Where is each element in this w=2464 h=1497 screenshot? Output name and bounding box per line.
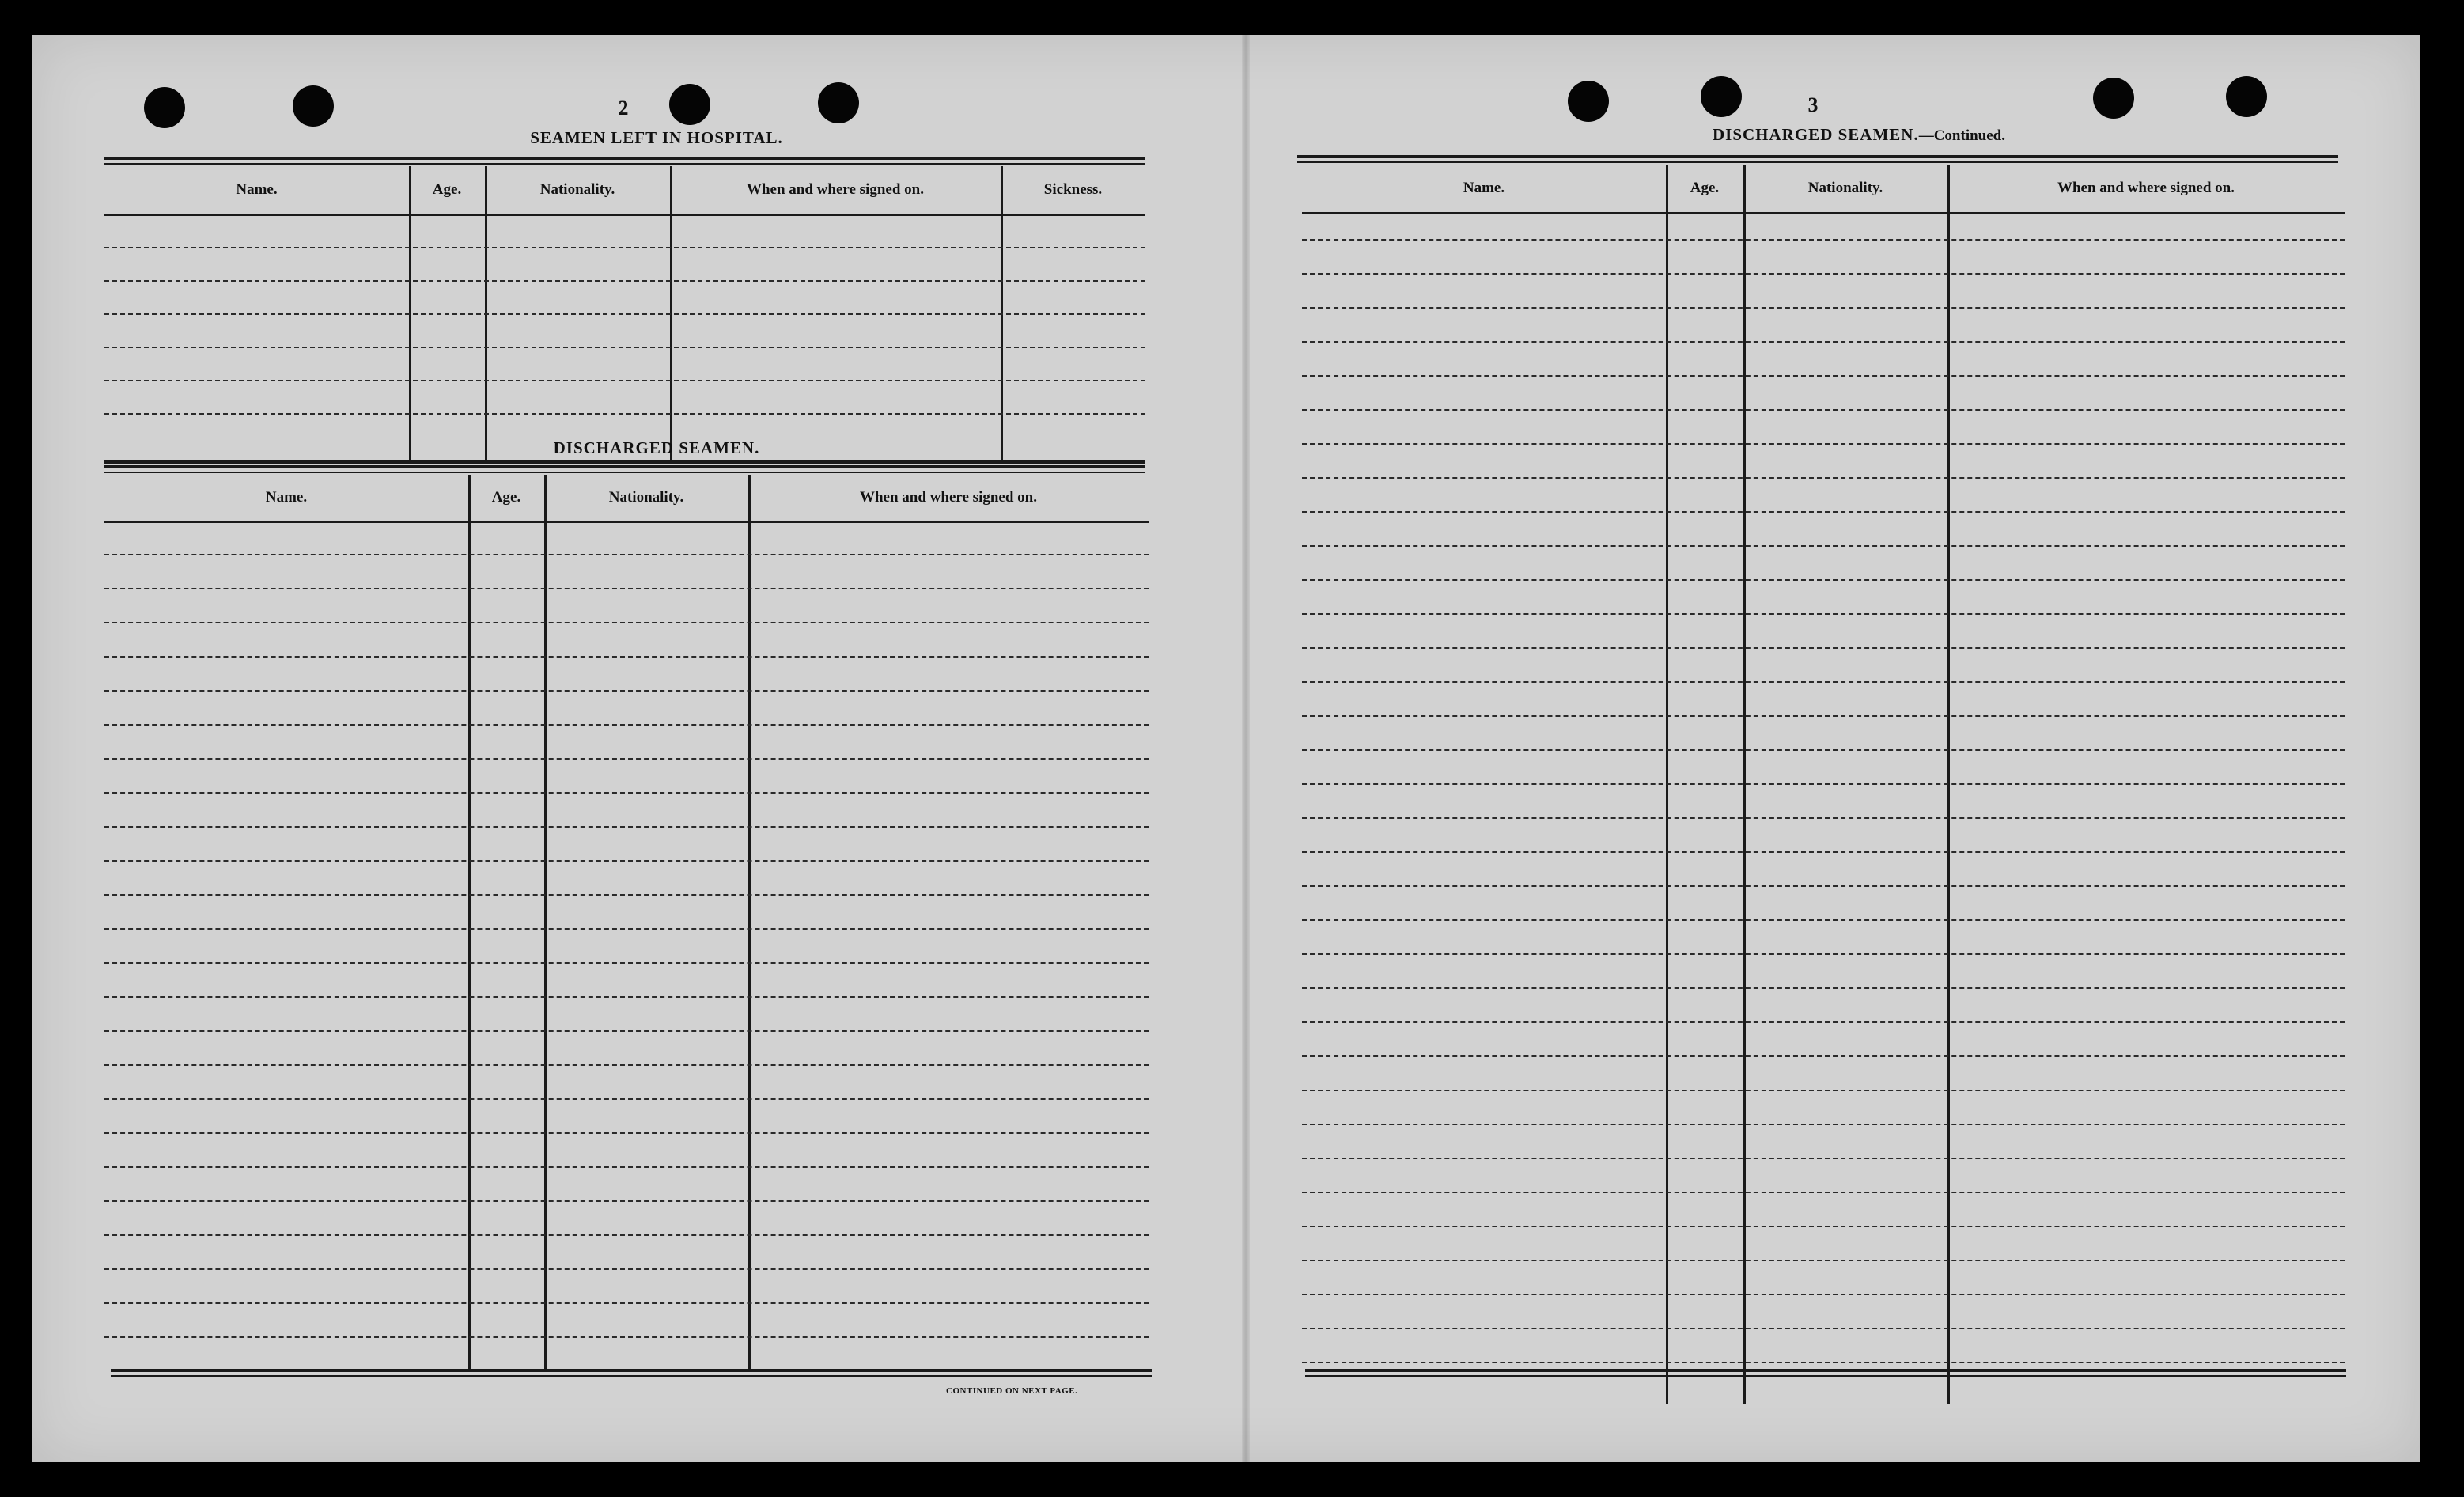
punch-hole xyxy=(669,84,710,125)
hospital-section-title: SEAMEN LEFT IN HOSPITAL. xyxy=(530,128,783,147)
entry-line xyxy=(104,413,1145,415)
column-header-nationality: Nationality. xyxy=(608,489,684,506)
column-header-signed-on: When and where signed on. xyxy=(2057,180,2235,196)
top-rule xyxy=(1297,161,2338,163)
ledger-sheet xyxy=(32,35,2420,1462)
column-header-nationality: Nationality. xyxy=(539,181,615,198)
entry-line xyxy=(104,928,1149,930)
entry-line xyxy=(1302,851,2345,853)
column-header-signed-on: When and where signed on. xyxy=(859,489,1037,506)
entry-line xyxy=(1302,443,2345,445)
entry-line xyxy=(1302,1192,2345,1193)
bottom-rule xyxy=(111,1369,1152,1372)
entry-line xyxy=(104,724,1149,726)
column-header-name: Name. xyxy=(1463,180,1505,196)
punch-hole xyxy=(818,82,859,123)
continued-suffix: —Continued. xyxy=(1918,127,2005,144)
discharged-continued-title-main: DISCHARGED SEAMEN. xyxy=(1713,125,1919,144)
entry-line xyxy=(104,280,1145,282)
entry-line xyxy=(1302,409,2345,411)
entry-line xyxy=(1302,1090,2345,1091)
entry-line xyxy=(104,962,1149,964)
column-header-signed-on: When and where signed on. xyxy=(746,181,924,198)
section-rule xyxy=(104,460,1145,464)
entry-line xyxy=(1302,1362,2345,1363)
entry-line xyxy=(1302,817,2345,819)
entry-line xyxy=(104,758,1149,760)
entry-line xyxy=(104,1098,1149,1100)
top-rule xyxy=(104,157,1145,160)
discharged-section-title: DISCHARGED SEAMEN. xyxy=(553,438,760,457)
entry-line xyxy=(104,588,1149,589)
entry-line xyxy=(1302,919,2345,921)
column-header-sickness: Sickness. xyxy=(1043,181,1103,198)
bottom-rule xyxy=(1305,1369,2346,1372)
entry-line xyxy=(1302,579,2345,581)
entry-line xyxy=(1302,1260,2345,1261)
entry-line xyxy=(1302,1158,2345,1159)
entry-line xyxy=(1302,545,2345,547)
entry-line xyxy=(1302,715,2345,717)
table-header-row xyxy=(1302,165,2345,214)
entry-line xyxy=(104,554,1149,555)
entry-line xyxy=(104,1166,1149,1168)
column-header-nationality: Nationality. xyxy=(1807,180,1883,196)
entry-line xyxy=(104,347,1145,348)
entry-line xyxy=(1302,749,2345,751)
entry-line xyxy=(104,996,1149,998)
entry-line xyxy=(1302,341,2345,343)
entry-line xyxy=(104,313,1145,315)
page-number-left: 2 xyxy=(618,97,629,119)
entry-line xyxy=(1302,1226,2345,1227)
column-header-age: Age. xyxy=(1690,180,1720,196)
entry-line xyxy=(104,1268,1149,1270)
section-rule xyxy=(104,465,1145,468)
table-header-row xyxy=(104,475,1149,523)
entry-line xyxy=(104,1132,1149,1134)
punch-hole xyxy=(2093,78,2134,119)
punch-hole xyxy=(293,85,334,127)
entry-line xyxy=(104,1064,1149,1066)
entry-line xyxy=(1302,375,2345,377)
entry-line xyxy=(1302,1124,2345,1125)
top-rule xyxy=(104,163,1145,165)
punch-hole xyxy=(2226,76,2267,117)
entry-line xyxy=(104,622,1149,623)
column-header-age: Age. xyxy=(491,489,521,506)
punch-hole xyxy=(1701,76,1742,117)
discharged-continued-title xyxy=(1535,125,2183,145)
section-rule xyxy=(104,472,1145,473)
entry-line xyxy=(1302,647,2345,649)
entry-line xyxy=(1302,783,2345,785)
page-fold xyxy=(1242,35,1250,1462)
entry-line xyxy=(1302,1055,2345,1057)
punch-hole xyxy=(144,87,185,128)
entry-line xyxy=(104,792,1149,794)
entry-line xyxy=(1302,1021,2345,1023)
entry-line xyxy=(104,656,1149,658)
entry-line xyxy=(1302,613,2345,615)
entry-line xyxy=(1302,1294,2345,1295)
entry-line xyxy=(104,1030,1149,1032)
entry-line xyxy=(104,826,1149,828)
page-number-right: 3 xyxy=(1807,93,1819,116)
continued-note: CONTINUED ON NEXT PAGE. xyxy=(946,1386,1078,1396)
entry-line xyxy=(1302,477,2345,479)
entry-line xyxy=(1302,239,2345,241)
entry-line xyxy=(104,247,1145,248)
entry-line xyxy=(104,1234,1149,1236)
discharged-table-right xyxy=(1302,165,2345,1404)
entry-line xyxy=(1302,307,2345,309)
entry-line xyxy=(1302,511,2345,513)
bottom-rule xyxy=(1305,1375,2346,1377)
entry-line xyxy=(104,1336,1149,1338)
entry-line xyxy=(104,1302,1149,1304)
entry-line xyxy=(1302,273,2345,275)
entry-line xyxy=(1302,1328,2345,1329)
discharged-table-left xyxy=(104,475,1149,1369)
entry-line xyxy=(104,894,1149,896)
hospital-table xyxy=(104,166,1145,460)
entry-line xyxy=(104,690,1149,692)
column-header-age: Age. xyxy=(432,181,462,198)
entry-line xyxy=(104,1200,1149,1202)
column-header-name: Name. xyxy=(265,489,308,506)
entry-line xyxy=(1302,987,2345,989)
column-header-name: Name. xyxy=(236,181,278,198)
entry-line xyxy=(1302,885,2345,887)
bottom-rule xyxy=(111,1375,1152,1377)
entry-line xyxy=(104,860,1149,862)
table-header-row xyxy=(104,166,1145,216)
entry-line xyxy=(1302,953,2345,955)
entry-line xyxy=(104,380,1145,381)
entry-line xyxy=(1302,681,2345,683)
punch-hole xyxy=(1568,81,1609,122)
top-rule xyxy=(1297,155,2338,158)
